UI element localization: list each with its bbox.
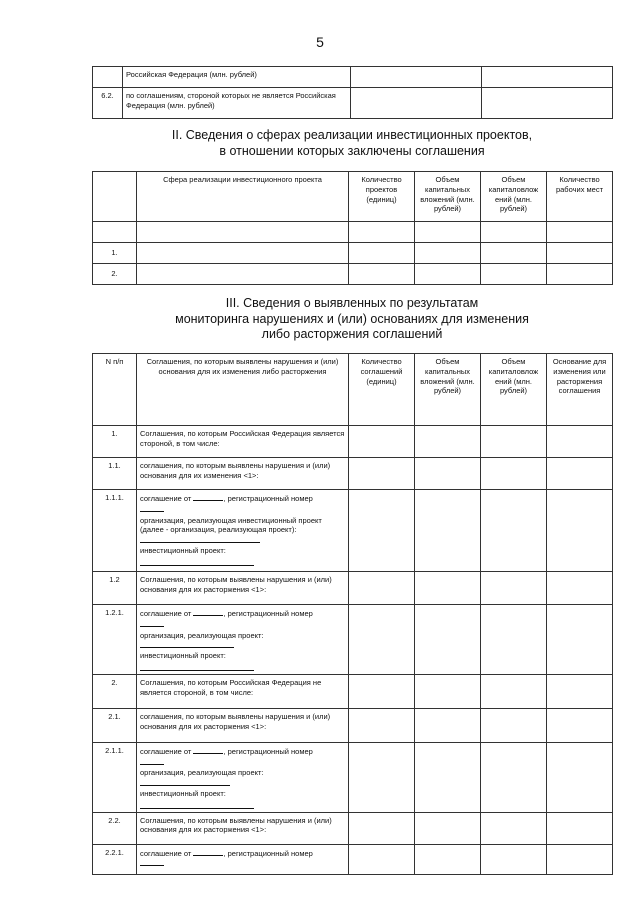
value-cell (349, 264, 415, 285)
value-cell (415, 742, 481, 812)
row-number: 2.1.1. (93, 742, 137, 812)
table-row (93, 222, 613, 243)
blank-field (140, 556, 254, 566)
value-cell (481, 222, 547, 243)
row-number: 2. (93, 674, 137, 708)
blank-field (140, 799, 254, 809)
row-label: Соглашения, по которым Российская Федерация является стороной, в том числе: (137, 426, 349, 458)
table-row (93, 812, 613, 844)
project-label: инвестиционный проект: (140, 545, 226, 555)
value-cell (547, 572, 613, 605)
table-header-row (93, 354, 613, 426)
value-cell (547, 490, 613, 572)
value-cell (349, 458, 415, 490)
section-3-title-line: либо расторжения соглашений (261, 327, 443, 342)
project-label: инвестиционный проект: (140, 788, 226, 798)
value-cell (415, 844, 481, 874)
agreement-detail (137, 742, 349, 812)
header-cell: Основание для изменения или расторжения соглашения (547, 354, 613, 426)
value-cell (547, 708, 613, 742)
header-cell: Количество рабочих мест (547, 172, 613, 222)
row-number: 1. (93, 243, 137, 264)
violations-table (92, 353, 613, 875)
agreement-line (140, 848, 345, 859)
value-cell (481, 708, 547, 742)
value-cell (547, 243, 613, 264)
agreement-line (140, 608, 345, 619)
value-cell (415, 708, 481, 742)
row-number: 2. (93, 264, 137, 285)
header-cell: Объем капитальных вложений (млн. рублей) (415, 172, 481, 222)
value-cell (351, 88, 482, 119)
section-3-title-line: III. Сведения о выявленных по результатам (225, 296, 479, 310)
row-label: Российская Федерация (млн. рублей) (123, 67, 351, 88)
value-cell (349, 243, 415, 264)
row-label: соглашения, по которым выявлены нарушения и (или) основания для их расторжения <1>: (137, 708, 349, 742)
continuation-table (92, 66, 613, 119)
value-cell (481, 674, 547, 708)
value-cell (349, 674, 415, 708)
value-cell (482, 88, 613, 119)
blank-field (140, 504, 164, 512)
value-cell (349, 572, 415, 605)
blank-field (140, 858, 164, 866)
value-cell (137, 222, 349, 243)
agreement-detail (137, 844, 349, 874)
value-cell (415, 243, 481, 264)
value-cell (415, 674, 481, 708)
value-cell (415, 605, 481, 675)
value-cell (415, 458, 481, 490)
row-number: 2.1. (93, 708, 137, 742)
header-cell: Объем капиталовлож ений (млн. рублей) (481, 354, 547, 426)
header-cell: Количество проектов (единиц) (349, 172, 415, 222)
blank-field (140, 535, 260, 543)
table-row (93, 708, 613, 742)
value-cell (481, 243, 547, 264)
value-cell (547, 742, 613, 812)
table-row (93, 674, 613, 708)
registration-number-label: , регистрационный номер (223, 494, 313, 503)
row-number (93, 222, 137, 243)
agreement-date-label: соглашение от (140, 494, 192, 503)
registration-number-label: , регистрационный номер (223, 746, 313, 756)
value-cell (481, 605, 547, 675)
value-cell (137, 243, 349, 264)
value-cell (481, 572, 547, 605)
blank-field (140, 640, 234, 648)
value-cell (482, 67, 613, 88)
blank-field (193, 746, 223, 754)
section-2-title-line: в отношении которых заключены соглашения (219, 143, 485, 158)
agreement-line (140, 746, 345, 757)
header-cell: Объем капиталовлож ений (млн. рублей) (481, 172, 547, 222)
table-row (93, 67, 613, 88)
section-2-title-line: II. Сведения о сферах реализации инвестиционных проектов, (171, 128, 533, 142)
row-number: 6.2. (93, 88, 123, 119)
blank-field (193, 848, 223, 856)
value-cell (547, 812, 613, 844)
row-label: соглашения, по которым выявлены нарушения и (или) основания для их изменения <1>: (137, 458, 349, 490)
value-cell (415, 222, 481, 243)
value-cell (415, 264, 481, 285)
blank-field (140, 778, 230, 786)
value-cell (481, 844, 547, 874)
table-row (93, 844, 613, 874)
value-cell (481, 426, 547, 458)
value-cell (349, 490, 415, 572)
table-row (93, 742, 613, 812)
agreement-line (140, 493, 345, 504)
row-number: 1. (93, 426, 137, 458)
value-cell (415, 572, 481, 605)
table-row (93, 243, 613, 264)
row-number: 1.2.1. (93, 605, 137, 675)
registration-number-label: , регистрационный номер (223, 609, 313, 618)
value-cell (415, 490, 481, 572)
organization-label: организация, реализующая проект: (140, 630, 264, 640)
row-label: Соглашения, по которым Российская Федерация не является стороной, в том числе: (137, 674, 349, 708)
agreement-detail (137, 605, 349, 675)
value-cell (547, 674, 613, 708)
blank-field (140, 757, 164, 765)
row-label: Соглашения, по которым выявлены нарушения и (или) основания для их расторжения <1>: (137, 572, 349, 605)
table-row (93, 426, 613, 458)
spheres-table (92, 171, 613, 285)
value-cell (547, 426, 613, 458)
value-cell (481, 812, 547, 844)
value-cell (547, 222, 613, 243)
value-cell (415, 812, 481, 844)
table-row (93, 458, 613, 490)
row-number (93, 67, 123, 88)
blank-field (193, 608, 223, 616)
value-cell (349, 605, 415, 675)
table-row (93, 88, 613, 119)
row-number: 2.2.1. (93, 844, 137, 874)
agreement-date-label: соглашение от (140, 848, 192, 858)
value-cell (349, 426, 415, 458)
table-header-row (93, 172, 613, 222)
row-label: по соглашениям, стороной которых не является Российская Федерация (млн. рублей) (123, 88, 351, 119)
blank-field (193, 493, 223, 501)
organization-label: организация, реализующая проект: (140, 768, 264, 778)
value-cell (481, 264, 547, 285)
header-cell: Объем капитальных вложений (млн. рублей) (415, 354, 481, 426)
value-cell (481, 458, 547, 490)
row-number: 1.1.1. (93, 490, 137, 572)
value-cell (547, 844, 613, 874)
section-3-title (92, 296, 612, 343)
value-cell (415, 426, 481, 458)
table-row (93, 572, 613, 605)
agreement-detail (137, 490, 349, 572)
value-cell (349, 708, 415, 742)
table-row (93, 605, 613, 675)
agreement-date-label: соглашение от (140, 609, 192, 618)
value-cell (349, 812, 415, 844)
row-number: 1.2 (93, 572, 137, 605)
value-cell (547, 264, 613, 285)
header-cell: Сфера реализации инвестиционного проекта (137, 172, 349, 222)
value-cell (137, 264, 349, 285)
blank-field (140, 661, 254, 671)
project-label: инвестиционный проект: (140, 651, 226, 660)
value-cell (349, 844, 415, 874)
row-label: Соглашения, по которым выявлены нарушения и (или) основания для их расторжения <1>: (137, 812, 349, 844)
row-number: 2.2. (93, 812, 137, 844)
section-3-title-line: мониторинга нарушениях и (или) основаниях для изменения (175, 311, 529, 326)
value-cell (351, 67, 482, 88)
header-cell: N п/п (93, 354, 137, 426)
registration-number-label: , регистрационный номер (223, 848, 313, 858)
section-2-title (92, 128, 612, 159)
table-row (93, 264, 613, 285)
value-cell (481, 490, 547, 572)
page-number: 5 (316, 34, 324, 50)
organization-label: организация, реализующая инвестиционный проект (далее - организация, реализующая проект): (140, 515, 322, 535)
value-cell (349, 742, 415, 812)
value-cell (547, 605, 613, 675)
blank-field (140, 619, 164, 627)
header-cell: Количество соглашений (единиц) (349, 354, 415, 426)
value-cell (349, 222, 415, 243)
agreement-date-label: соглашение от (140, 746, 192, 756)
value-cell (481, 742, 547, 812)
header-cell (93, 172, 137, 222)
row-number: 1.1. (93, 458, 137, 490)
value-cell (547, 458, 613, 490)
table-row (93, 490, 613, 572)
header-cell: Соглашения, по которым выявлены нарушения и (или) основания для их изменения либо расторжения (137, 354, 349, 426)
